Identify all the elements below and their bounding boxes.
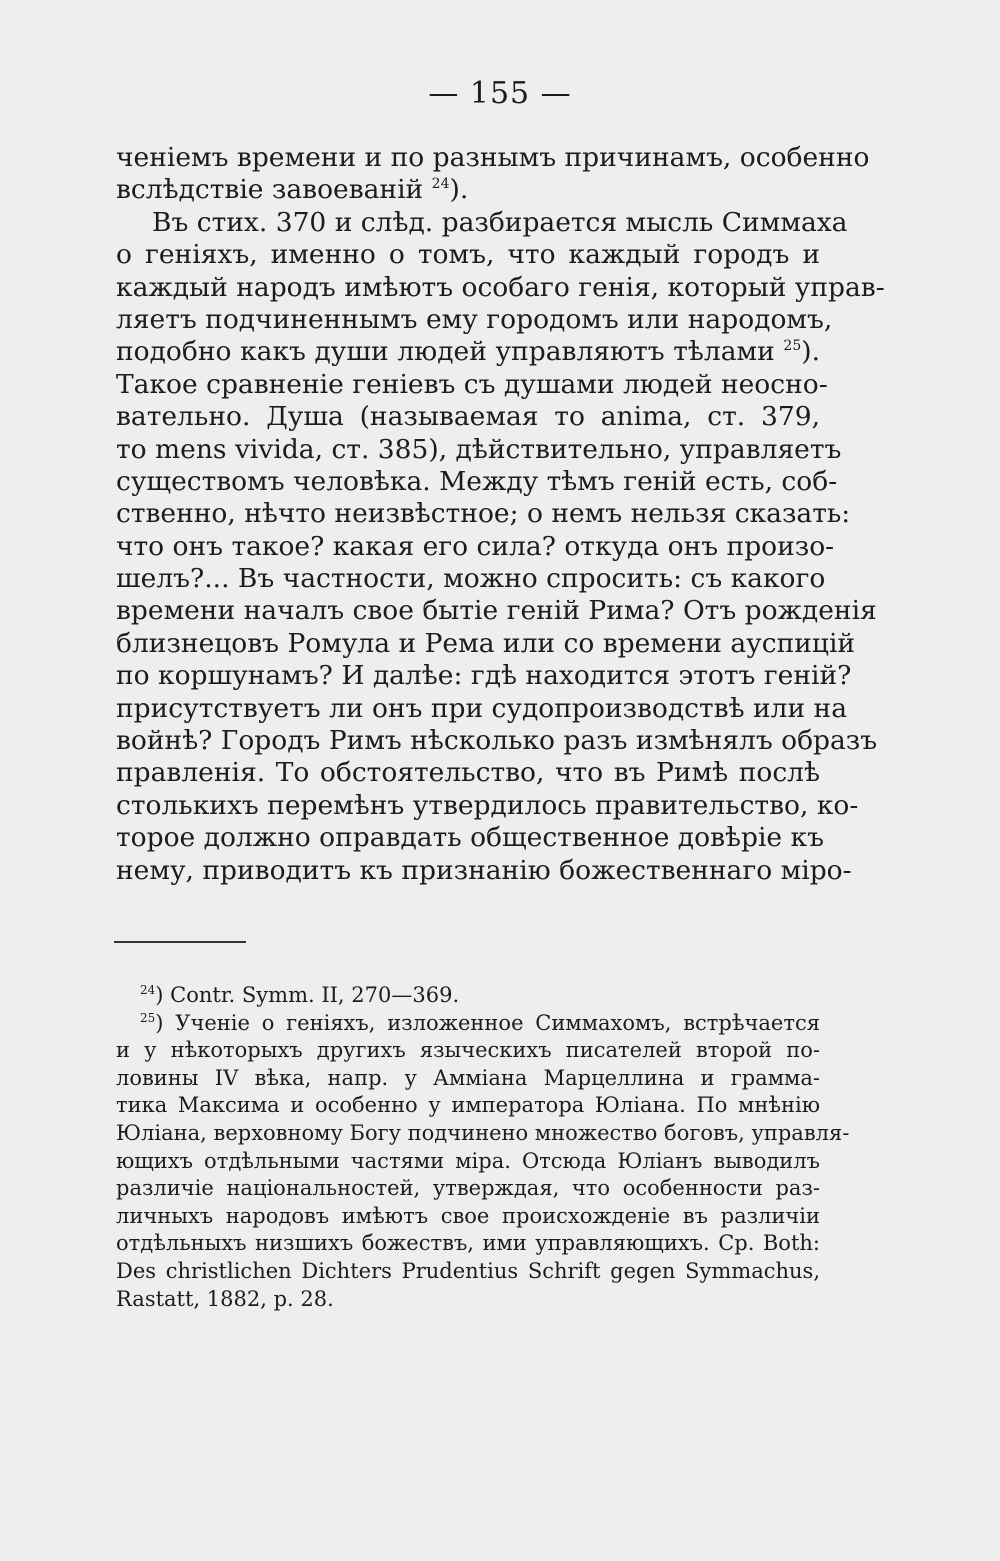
page-number: — 155 — (428, 76, 572, 111)
footnote-mark-24: 24 (140, 983, 156, 997)
footnote-ref-25[interactable]: 25 (783, 338, 802, 355)
footnote-line: тика Максима и особенно у императора Юліана. По мнѣнію (116, 1093, 820, 1118)
text-line: каждый народъ имѣютъ особаго генія, который управ- (116, 271, 885, 303)
text-line (116, 336, 820, 368)
footnote-text: ) Contr. Symm. II, 270—369. (155, 983, 460, 1007)
text-line (116, 174, 820, 206)
body-text (116, 142, 885, 887)
footnote-line: ющихъ отдѣльными частями міра. Отсюда Юліанъ выводилъ (116, 1148, 820, 1173)
text-line: Въ стих. 370 и слѣд. разбирается мысль Симмаха (152, 206, 848, 238)
footnotes (116, 982, 850, 1313)
text-line: ченіемъ времени и по разнымъ причинамъ, особенно (116, 142, 870, 173)
footnote-line: Rastatt, 1882, p. 28. (116, 1286, 334, 1311)
text-line: что онъ такое? какая его сила? откуда онъ произо- (116, 530, 835, 562)
text-line: войнѣ? Городъ Римъ нѣсколько разъ измѣнялъ образъ (116, 725, 878, 757)
text-line: шелъ?... Въ частности, можно спросить: съ какого (116, 563, 826, 595)
text-line: времени началъ свое бытіе геній Рима? Отъ рожденія (116, 595, 877, 627)
footnote-line: различіе національностей, утверждая, что особенности раз- (116, 1176, 820, 1201)
footnote-ref-close: ). (801, 336, 820, 368)
text-line-content: подобно какъ души людей управляютъ тѣлами (116, 336, 784, 368)
text-line: присутствуетъ ли онъ при судопроизводствѣ или на (116, 692, 848, 724)
footnote-line: и у нѣкоторыхъ другихъ языческихъ писателей второй по- (116, 1038, 820, 1063)
text-line: то mens vivida, ст. 385), дѣйствительно, управляетъ (116, 433, 842, 465)
footnote-line: отдѣльныхъ низшихъ божествъ, ими управляющихъ. Ср. Both: (116, 1231, 820, 1256)
text-line: нему, приводитъ къ признанію божественнаго міро- (116, 854, 852, 886)
text-line: существомъ человѣка. Между тѣмъ геній есть, соб- (116, 465, 838, 497)
footnote-24 (116, 982, 820, 1010)
text-line: правленія. То обстоятельство, что въ Римѣ послѣ (116, 757, 820, 789)
text-line: столькихъ перемѣнъ утвердилось правительство, ко- (116, 789, 859, 821)
footnote-line: личныхъ народовъ имѣютъ свое происхожденіе въ различіи (116, 1203, 820, 1228)
footnote-line: ловины IV вѣка, напр. у Амміана Марцеллина и грамма- (116, 1065, 820, 1090)
text-line: о геніяхъ, именно о томъ, что каждый городъ и (116, 239, 820, 271)
footnote-text: ) Ученіе о геніяхъ, изложенное Симмахомъ, встрѣчается (155, 1010, 820, 1035)
text-line: по коршунамъ? И далѣе: гдѣ находится этотъ геній? (116, 660, 852, 692)
footnote-25 (116, 1010, 820, 1038)
text-line: вательно. Душа (называемая то anima, ст. 379, (116, 401, 820, 433)
footnote-ref-close: ). (449, 174, 469, 206)
text-line: ственно, нѣчто неизвѣстное; о немъ нельзя сказать: (116, 498, 851, 530)
text-line: Такое сравненіе геніевъ съ душами людей неоснo- (116, 368, 828, 400)
footnote-divider (114, 941, 246, 943)
footnote-ref-24[interactable]: 24 (431, 176, 450, 193)
text-line: ляетъ подчиненнымъ ему городомъ или народомъ, (116, 303, 833, 335)
footnote-line: Юліана, верховному Богу подчинено множество боговъ, управля- (116, 1120, 850, 1145)
text-line: торое должно оправдать общественное довѣріе къ (116, 822, 824, 854)
text-line-content: вслѣдствіе завоеваній (116, 174, 432, 206)
text-line: близнецовъ Ромула и Рема или со времени ауспицій (116, 627, 856, 659)
footnote-mark-25: 25 (140, 1010, 156, 1025)
footnote-line: Des christlichen Dichters Prudentius Schrift gegen Symmachus, (116, 1258, 820, 1283)
